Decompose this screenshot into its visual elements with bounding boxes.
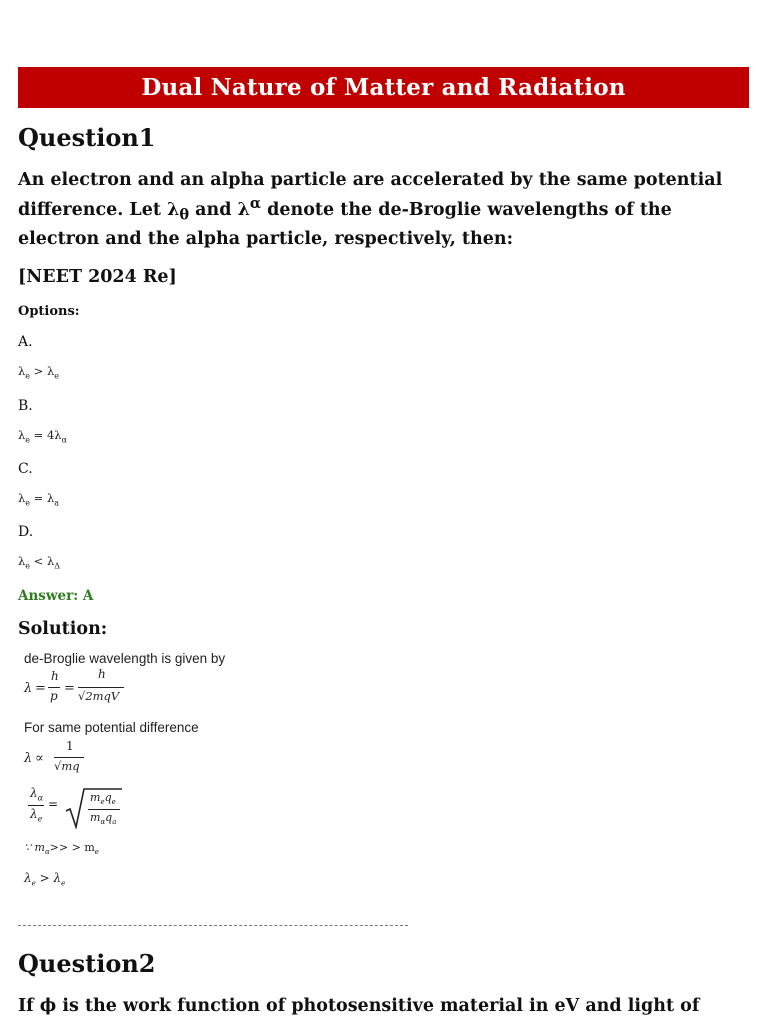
document-page	[18, 67, 749, 1018]
option-b-letter: B.	[18, 397, 33, 414]
question2-title: Question2	[18, 948, 156, 978]
solution-title: Solution:	[18, 618, 108, 639]
option-d-expression: $\lambda_e < \lambda_\Delta$	[18, 554, 61, 571]
question2-text: If ϕ is the work function of photosensitive material in eV and light of	[18, 995, 700, 1016]
options-list	[18, 333, 749, 574]
chapter-title-banner	[18, 67, 749, 108]
solution-image: de-Broglie wavelength is given by λ = h p = h √2mqV For same potential difference λ ∝ 1 √mq $\lambda_\alpha$ $\lambda_e$ = $m_eq_e$ $m_\alpha q_a$ ∵ $m_\alpha>> > m_e$ $\lambda_e > \lambda_e$	[24, 650, 226, 887]
solution-line-1: de-Broglie wavelength is given by	[24, 650, 226, 666]
option-a-expression: $\lambda_e > \lambda_e$	[18, 364, 60, 381]
options-label: Options:	[18, 304, 80, 320]
question1-text: An electron and an alpha particle are accelerated by the same potential difference. Let $\lambda_\theta$ and $\lambda^\alpha$ denote the de-Broglie wavelengths of the electron and the alpha particle, respectively, then:	[18, 170, 723, 250]
question1-title: Question1	[18, 123, 156, 152]
option-d-letter: D.	[18, 524, 34, 541]
option-b-expression: $\lambda_e = 4\lambda_\alpha$	[18, 427, 67, 444]
chapter-title: Dual Nature of Matter and Radiation	[141, 74, 626, 101]
exam-tag: [NEET 2024 Re]	[18, 267, 177, 288]
option-a-letter: A.	[18, 334, 33, 351]
option-c-letter: C.	[18, 460, 33, 477]
option-c-expression: $\lambda_e = \lambda_a$	[18, 490, 60, 508]
answer-label: Answer: A	[18, 587, 94, 604]
question-divider	[18, 925, 408, 926]
solution-line-2: For same potential difference	[24, 719, 199, 735]
